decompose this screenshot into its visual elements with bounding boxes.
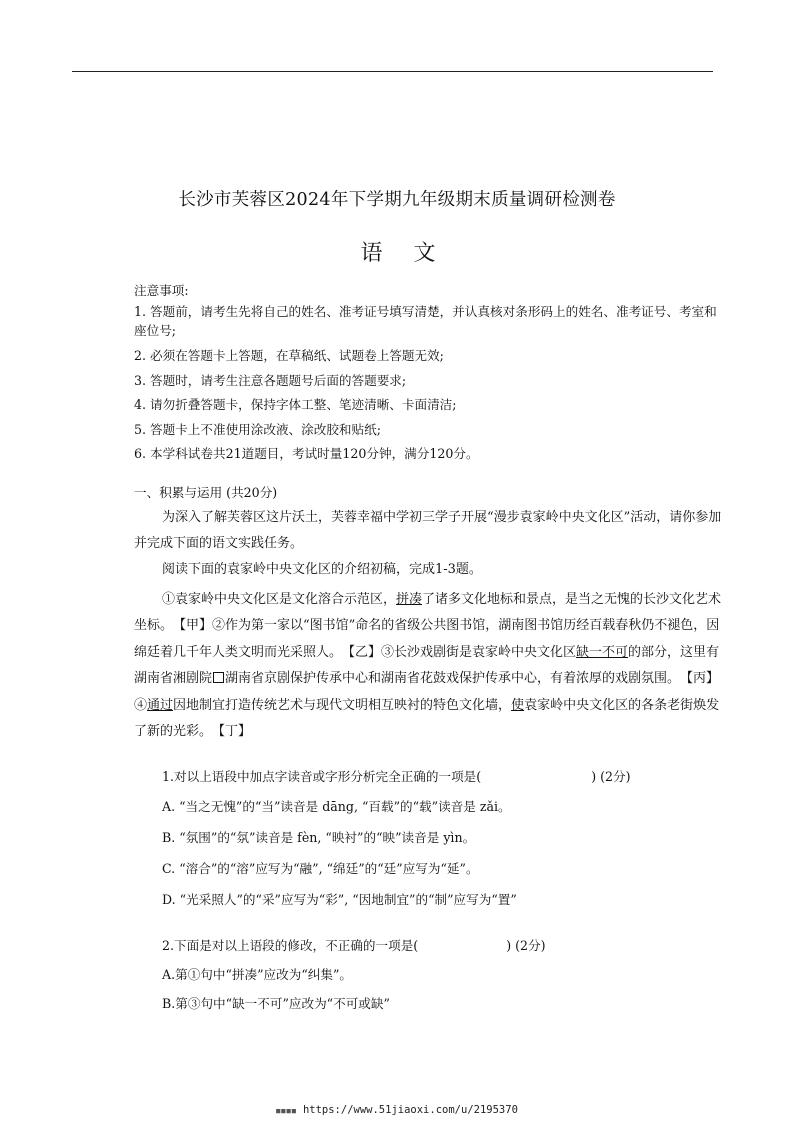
option-b: B. “氛围”的“氛”读音是 fèn, “映衬”的“映”读音是 yìn。 bbox=[162, 829, 476, 845]
missing-punctuation-box bbox=[213, 672, 224, 683]
underlined-word: 拼凑 bbox=[396, 591, 423, 607]
passage-text: 袁家岭中央文化区的各条老街焕发了新的光彩。 【丁】 bbox=[134, 697, 720, 739]
notice-heading: 注意事项: bbox=[134, 283, 189, 298]
exam-title: 长沙市芙蓉区2024年下学期九年级期末质量调研检测卷 bbox=[178, 190, 616, 210]
reading-passage bbox=[134, 587, 726, 746]
passage-text: ①袁家岭中央文化区是文化溶合示范区， bbox=[162, 591, 397, 607]
footer bbox=[0, 1104, 794, 1116]
underlined-word: 缺一不可 bbox=[576, 644, 629, 660]
option-a: A. “当之无愧”的“当”读音是 dāng, “百载”的“载”读音是 zǎi。 bbox=[162, 798, 511, 814]
question-stem bbox=[134, 931, 726, 960]
question-1 bbox=[134, 762, 726, 915]
underlined-word: 使 bbox=[511, 697, 525, 713]
passage-text: 因地制宜打造传统艺术与现代文明相互映衬的特色文化墙， bbox=[173, 697, 512, 713]
top-rule bbox=[72, 71, 713, 72]
underlined-word: 通过 bbox=[147, 697, 174, 713]
question-2 bbox=[134, 931, 726, 1018]
footer-logo-mark: ■■■■ bbox=[276, 1107, 297, 1115]
question-stem-text: 1.对以上语段中加点字读音或字形分析完全正确的一项是( bbox=[162, 768, 482, 784]
notice-item-3: 3. 答题时，请考生注意各题题号后面的答题要求; bbox=[134, 372, 407, 388]
reading-instruction: 阅读下面的袁家岭中央文化区的介绍初稿，完成1-3题。 bbox=[162, 561, 482, 577]
notice-item-4: 4. 请勿折叠答题卡，保持字体工整、笔迹清晰、卡面清洁; bbox=[134, 397, 457, 412]
footer-url: https://www.51jiaoxi.com/u/2195370 bbox=[302, 1104, 518, 1116]
option-a: A.第①句中“拼凑”应改为“纠集”。 bbox=[162, 966, 352, 982]
subject-title: 语 文 bbox=[360, 241, 448, 266]
question-stem-text: 2.下面是对以上语段的修改，不正确的一项是( bbox=[162, 937, 419, 953]
notice-item-5: 5. 答题卡上不准使用涂改液、涂改胶和贴纸; bbox=[134, 421, 381, 437]
question-score: ) (2分) bbox=[591, 768, 631, 784]
passage-text: 的部分，这里有湖南省湘剧院 bbox=[134, 644, 720, 686]
notice-item-6: 6. 本学科试卷共21道题目，考试时量120分钟，满分120分。 bbox=[134, 446, 479, 461]
option-d: D. “光采照人”的“采”应写为“彩”, “因地制宜”的“制”应写为“置” bbox=[162, 891, 517, 907]
activity-intro: 为深入了解芙蓉区这片沃土，芙蓉幸福中学初三学子开展“漫步袁家岭中央文化区”活动，请你参加并完成下面的语文实践任务。 bbox=[134, 509, 722, 551]
document-body bbox=[134, 282, 726, 1018]
passage-text: 了诸多文化地标和景点，是当之无愧的长沙文化艺术坐标。 【甲】②作为第一家以“图书馆”命名的省级公共图书馆，湖南图书馆历经百载春秋仍不褪色，因绵廷着几千年人类文明而光采照人。 【乙】③长沙戏剧街是袁家岭中央文化区 bbox=[134, 591, 722, 660]
section-title: 一、积累与运用 (共20分) bbox=[134, 484, 278, 500]
notice-item-1: 1. 答题前，请考生先将自己的姓名、准考证号填写清楚，并认真核对条形码上的姓名、准考证号、考室和座位号; bbox=[134, 304, 717, 338]
question-stem bbox=[134, 762, 726, 791]
notice-item-2: 2. 必须在答题卡上答题，在草稿纸、试题卷上答题无效; bbox=[134, 348, 444, 363]
option-b: B.第③句中“缺一不可”应改为“不可或缺” bbox=[162, 995, 390, 1011]
question-score: ) (2分) bbox=[506, 937, 546, 953]
passage-text: 湖南省京剧保护传承中心和湖南省花鼓戏保护传承中心，有着浓厚的戏剧氛围。 【丙】④ bbox=[134, 671, 720, 713]
option-c: C. “溶合”的“溶”应写为“融”, “绵廷”的“廷”应写为“延”。 bbox=[162, 860, 479, 876]
